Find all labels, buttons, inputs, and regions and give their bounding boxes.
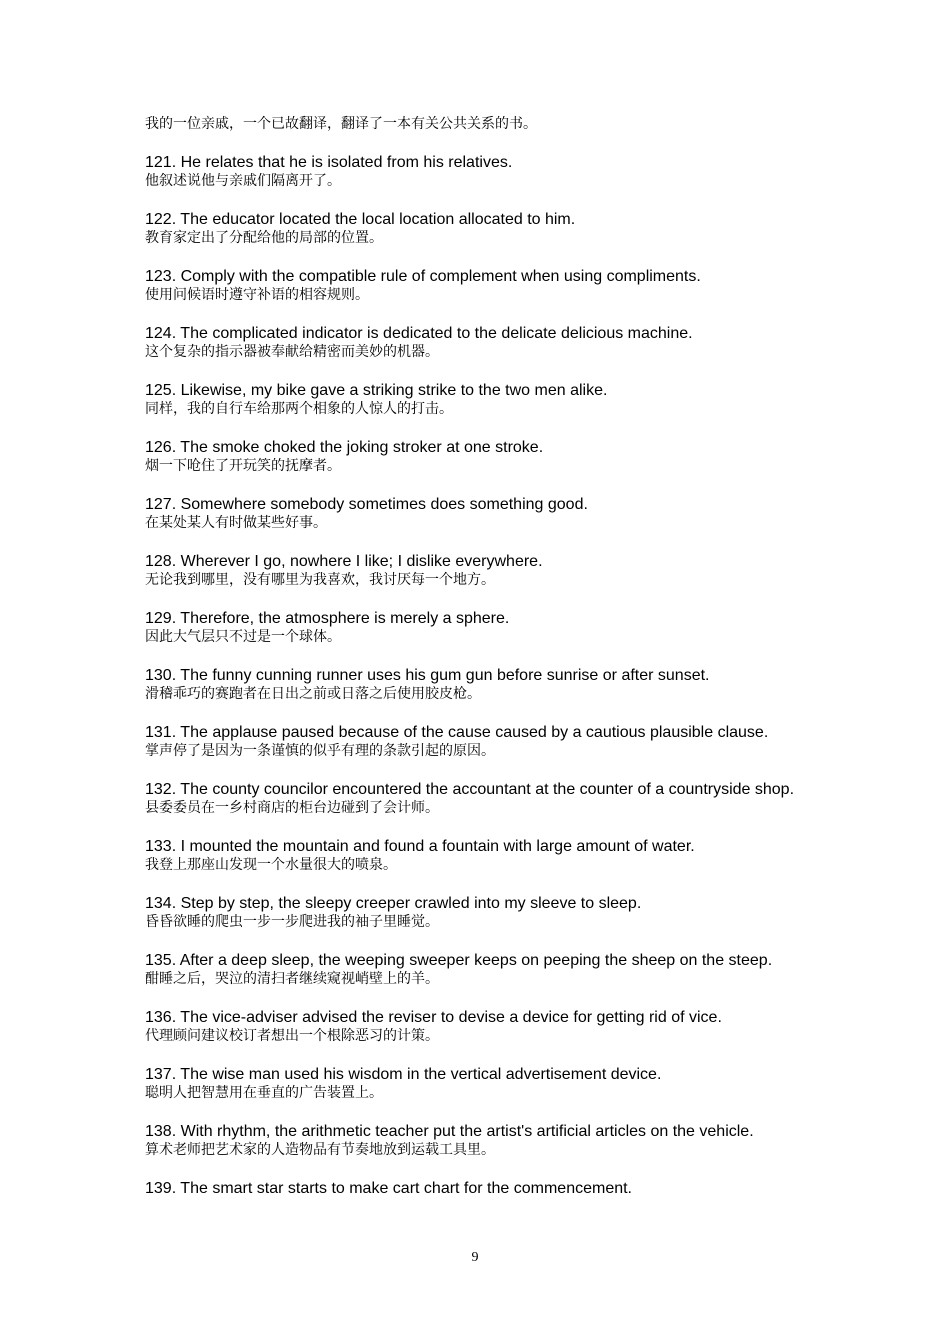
chinese-translation: 酣睡之后，哭泣的清扫者继续窥视峭壁上的羊。 [145, 971, 439, 987]
chinese-translation: 在某处某人有时做某些好事。 [145, 515, 327, 531]
english-sentence: 134. Step by step, the sleepy creeper crawled into my sleeve to sleep. [145, 895, 642, 912]
english-sentence: 132. The county councilor encountered the accountant at the counter of a countryside shop. [145, 781, 795, 798]
chinese-translation: 烟一下呛住了开玩笑的抚摩者。 [145, 458, 341, 474]
list-item [145, 781, 807, 817]
chinese-translation: 同样，我的自行车给那两个相象的人惊人的打击。 [145, 401, 453, 417]
list-item [145, 610, 807, 646]
chinese-translation: 滑稽乖巧的赛跑者在日出之前或日落之后使用胶皮枪。 [145, 686, 481, 702]
english-sentence: 125. Likewise, my bike gave a striking strike to the two men alike. [145, 382, 608, 399]
english-sentence: 133. I mounted the mountain and found a fountain with large amount of water. [145, 838, 695, 855]
english-sentence: 135. After a deep sleep, the weeping sweeper keeps on peeping the sheep on the steep. [145, 952, 773, 969]
english-sentence: 128. Wherever I go, nowhere I like; I dislike everywhere. [145, 553, 543, 570]
chinese-translation: 我登上那座山发现一个水量很大的喷泉。 [145, 857, 397, 873]
list-item [145, 667, 807, 703]
list-item [145, 838, 807, 874]
list-item [145, 1009, 807, 1045]
lead-line: 我的一位亲戚，一个已故翻译，翻译了一本有关公共关系的书。 [145, 116, 537, 132]
chinese-translation: 这个复杂的指示器被奉献给精密而美妙的机器。 [145, 344, 439, 360]
list-item [145, 1066, 807, 1102]
english-sentence: 139. The smart star starts to make cart chart for the commencement. [145, 1180, 632, 1197]
chinese-translation: 他叙述说他与亲戚们隔离开了。 [145, 173, 341, 189]
sentence-list [145, 154, 807, 1219]
chinese-translation: 代理顾问建议校订者想出一个根除恶习的计策。 [145, 1028, 439, 1044]
chinese-translation: 教育家定出了分配给他的局部的位置。 [145, 230, 383, 246]
list-item [145, 154, 807, 190]
chinese-translation: 因此大气层只不过是一个球体。 [145, 629, 341, 645]
chinese-translation: 县委委员在一乡村商店的柜台边碰到了会计师。 [145, 800, 439, 816]
list-item [145, 439, 807, 475]
english-sentence: 130. The funny cunning runner uses his gum gun before sunrise or after sunset. [145, 667, 710, 684]
english-sentence: 129. Therefore, the atmosphere is merely a sphere. [145, 610, 510, 627]
list-item [145, 211, 807, 247]
list-item [145, 496, 807, 532]
english-sentence: 126. The smoke choked the joking stroker at one stroke. [145, 439, 544, 456]
english-sentence: 137. The wise man used his wisdom in the vertical advertisement device. [145, 1066, 662, 1083]
list-item [145, 325, 807, 361]
chinese-translation: 掌声停了是因为一条谨慎的似乎有理的条款引起的原因。 [145, 743, 495, 759]
list-item [145, 553, 807, 589]
list-item [145, 1180, 807, 1198]
english-sentence: 127. Somewhere somebody sometimes does something good. [145, 496, 588, 513]
list-item [145, 895, 807, 931]
list-item [145, 724, 807, 760]
chinese-translation: 聪明人把智慧用在垂直的广告装置上。 [145, 1085, 383, 1101]
list-item [145, 952, 807, 988]
english-sentence: 124. The complicated indicator is dedicated to the delicate delicious machine. [145, 325, 693, 342]
english-sentence: 138. With rhythm, the arithmetic teacher put the artist's artificial articles on the vehicle. [145, 1123, 754, 1140]
english-sentence: 122. The educator located the local location allocated to him. [145, 211, 576, 228]
chinese-translation: 无论我到哪里，没有哪里为我喜欢，我讨厌每一个地方。 [145, 572, 495, 588]
chinese-translation: 昏昏欲睡的爬虫一步一步爬进我的袖子里睡觉。 [145, 914, 439, 930]
list-item [145, 1123, 807, 1159]
chinese-translation: 算术老师把艺术家的人造物品有节奏地放到运载工具里。 [145, 1142, 495, 1158]
english-sentence: 123. Comply with the compatible rule of complement when using compliments. [145, 268, 701, 285]
english-sentence: 121. He relates that he is isolated from his relatives. [145, 154, 513, 171]
list-item [145, 382, 807, 418]
page-number: 9 [471, 1250, 479, 1265]
chinese-translation: 使用问候语时遵守补语的相容规则。 [145, 287, 369, 303]
list-item [145, 268, 807, 304]
english-sentence: 136. The vice-adviser advised the reviser to devise a device for getting rid of vice. [145, 1009, 722, 1026]
english-sentence: 131. The applause paused because of the cause caused by a cautious plausible clause. [145, 724, 769, 741]
